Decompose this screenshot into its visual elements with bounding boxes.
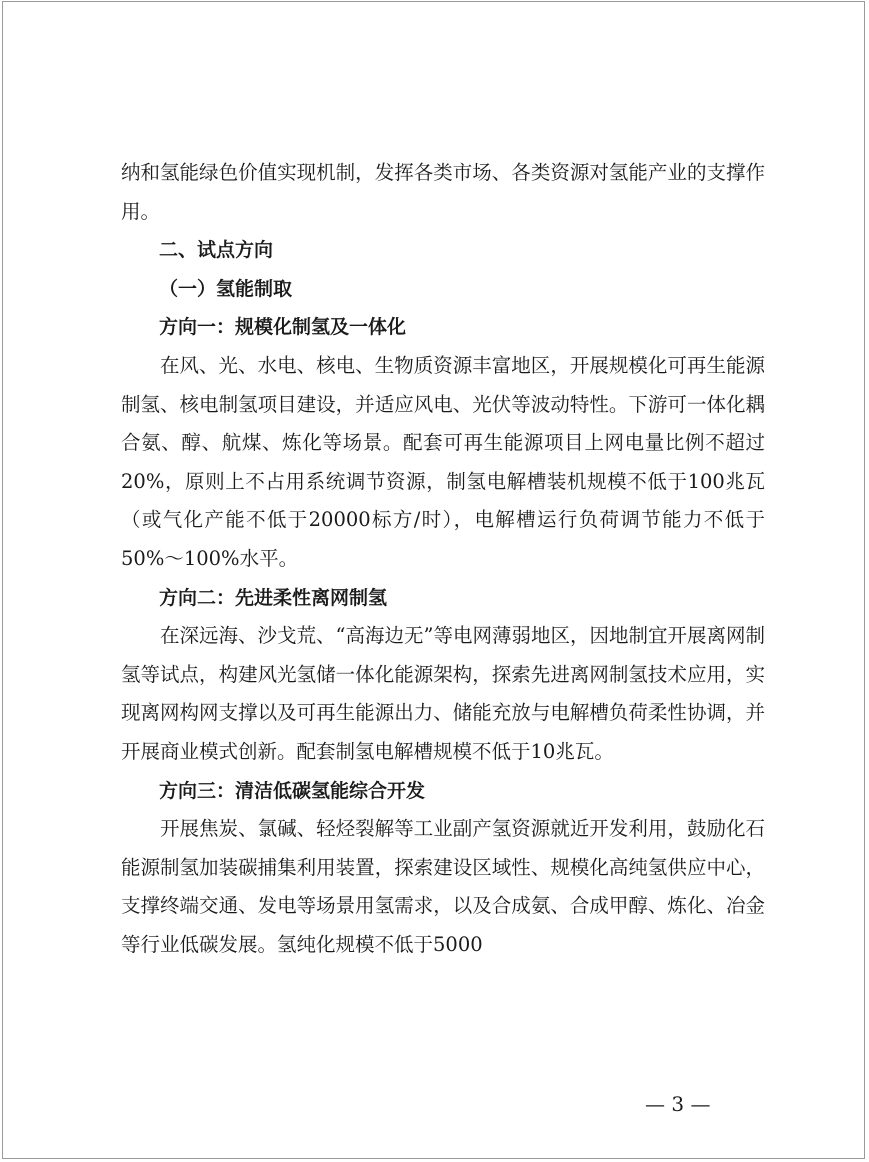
paragraph-continued: 纳和氢能绿色价值实现机制，发挥各类市场、各类资源对氢能产业的支撑作用。 xyxy=(121,161,765,223)
direction-three-heading: 方向三：清洁低碳氢能综合开发 xyxy=(159,779,426,802)
direction-two-heading: 方向二：先进柔性离网制氢 xyxy=(159,586,388,609)
direction-one-paragraph: 在风、光、水电、核电、生物质资源丰富地区，开展规模化可再生能源制氢、核电制氢项目建设，并适应风电、光伏等波动特性。下游可一体化耦合氨、醇、航煤、炼化等场景。配套可再生能源项目上网电量比例不超过20%，原则上不占用系统调节资源，制氢电解槽装机规模不低于100兆瓦（或气化产能不低于20000标方/时），电解槽运行负荷调节能力不低于50%～100%水平。 xyxy=(121,353,765,570)
page-number: — 3 — xyxy=(645,1092,711,1116)
document-body xyxy=(121,154,765,964)
section-heading: 二、试点方向 xyxy=(159,239,274,262)
direction-two-paragraph: 在深远海、沙戈荒、“高海边无”等电网薄弱地区，因地制宜开展离网制氢等试点，构建风光氢储一体化能源架构，探索先进离网制氢技术应用，实现离网构网支撑以及可再生能源出力、储能充放与电解槽负荷柔性协调，并开展商业模式创新。配套制氢电解槽规模不低于10兆瓦。 xyxy=(121,624,765,763)
direction-three-paragraph: 开展焦炭、氯碱、轻烃裂解等工业副产氢资源就近开发利用，鼓励化石能源制氢加装碳捕集利用装置，探索建设区域性、规模化高纯氢供应中心，支撑终端交通、发电等场景用氢需求，以及合成氨、合成甲醇、炼化、冶金等行业低碳发展。氢纯化规模不低于5000 xyxy=(121,817,765,956)
document-page xyxy=(2,1,865,1159)
subsection-heading: （一）氢能制取 xyxy=(159,277,293,300)
direction-one-heading: 方向一：规模化制氢及一体化 xyxy=(159,316,407,339)
